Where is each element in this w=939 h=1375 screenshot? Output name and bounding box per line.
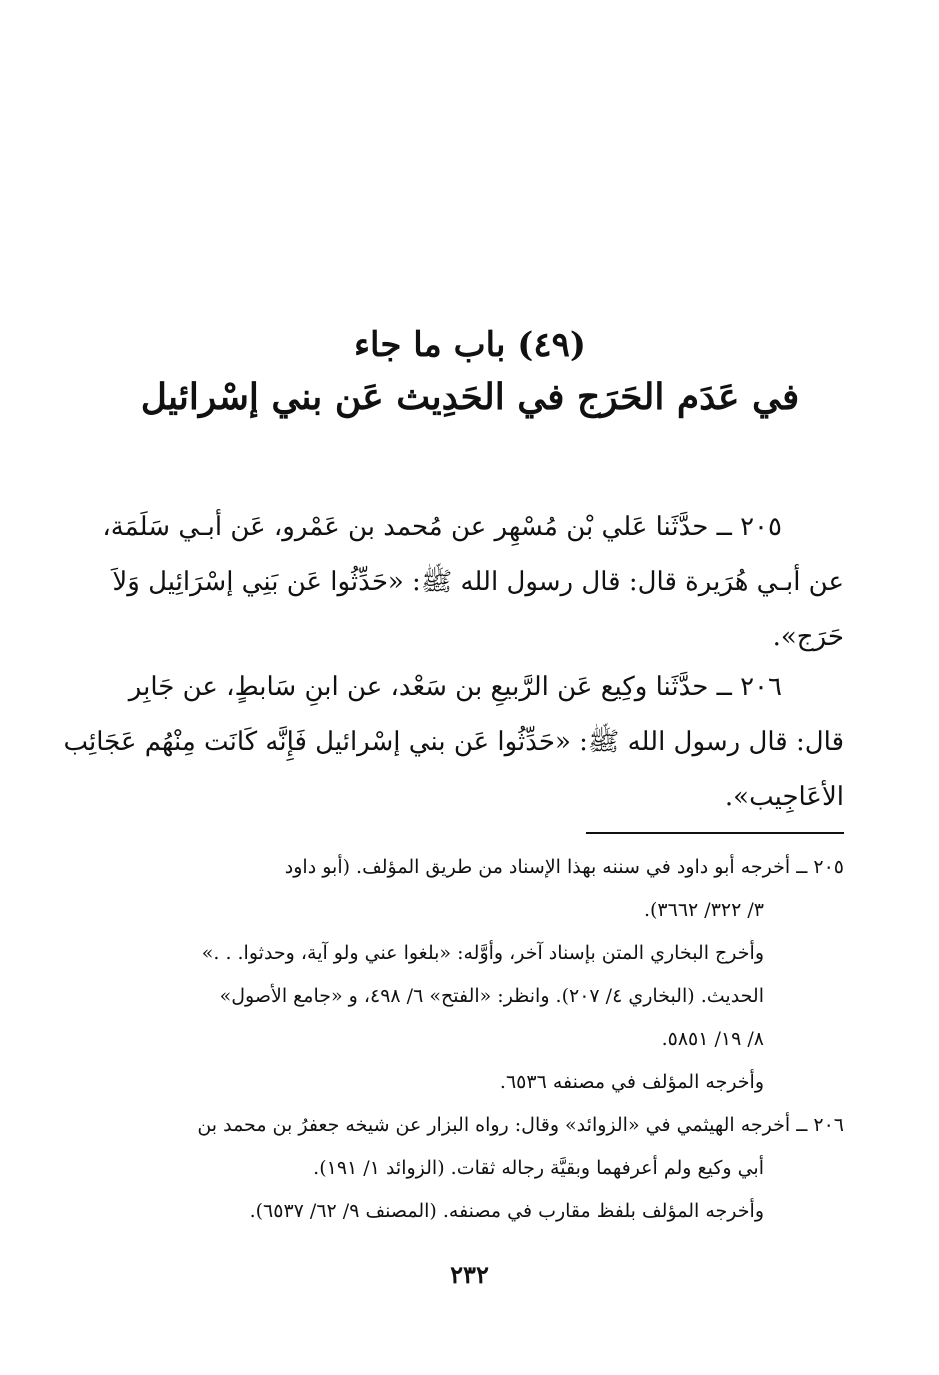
footnotes bbox=[92, 846, 844, 1233]
chapter-title: في عَدَم الحَرَج في الحَدِيث عَن بني إسْرائيل bbox=[140, 376, 800, 418]
hadith-line: ٢٠٥ ــ حدَّثَنا عَلي بْن مُسْهِر عن مُحمد بن عَمْرو، عَن أبـي سَلَمَة، bbox=[102, 512, 782, 542]
footnote-line: ٢٠٦ ــ أخرجه الهيثمي في «الزوائد» وقال: رواه البزار عن شيخه جعفرُ بن محمد بن bbox=[197, 1114, 844, 1136]
footnote-separator bbox=[586, 832, 844, 834]
hadith-line: ٢٠٦ ــ حدَّثَنا وكِيع عَن الرَّبيعِ بن سَعْد، عن ابنِ سَابطٍ، عن جَابِر bbox=[128, 672, 782, 702]
footnote-line: أبي وكيع ولم أعرفهما وبقيَّة رجاله ثقات. (الزوائد ١/ ١٩١). bbox=[313, 1157, 764, 1179]
hadith-line: الأعَاجِيب». bbox=[724, 782, 844, 812]
page-number: ٢٣٢ bbox=[450, 1260, 489, 1289]
footnote-line: ٣/ ٣٢٢/ ٣٦٦٢). bbox=[643, 899, 764, 921]
footnote-line: الحديث. (البخاري ٤/ ٢٠٧). وانظر: «الفتح» ٦/ ٤٩٨، و «جامع الأصول» bbox=[219, 985, 764, 1007]
footnote-line: وأخرجه المؤلف بلفظ مقارب في مصنفه. (المصنف ٩/ ٦٢/ ٦٥٣٧). bbox=[249, 1200, 764, 1222]
chapter-number-heading: (٤٩) باب ما جاء bbox=[354, 325, 586, 365]
hadith-205 bbox=[92, 500, 844, 665]
hadith-line: حَرَج». bbox=[772, 622, 844, 652]
chapter-header bbox=[100, 322, 840, 426]
footnote-line: ٢٠٥ ــ أخرجه أبو داود في سننه بهذا الإسناد من طريق المؤلف. (أبو داود bbox=[284, 856, 844, 878]
hadith-line: عن أبـي هُرَيرة قال: قال رسول الله ﷺ: «حَدِّثُوا عَن بَنِي إسْرَائِيل وَلاَ bbox=[112, 567, 844, 597]
footnote-line: وأخرجه المؤلف في مصنفه ٦٥٣٦. bbox=[499, 1071, 764, 1093]
footnote-line: ٨/ ١٩/ ٥٨٥١. bbox=[661, 1028, 764, 1050]
hadith-206 bbox=[63, 660, 844, 825]
hadith-line: قال: قال رسول الله ﷺ: «حَدِّثُوا عَن بني إسْرائيل فَإِنَّه كَانَت مِنْهُم عَجَائِب bbox=[63, 727, 844, 757]
footnote-line: وأخرج البخاري المتن بإسناد آخر، وأوَّله: «بلغوا عني ولو آية، وحدثوا. . .» bbox=[201, 942, 764, 964]
